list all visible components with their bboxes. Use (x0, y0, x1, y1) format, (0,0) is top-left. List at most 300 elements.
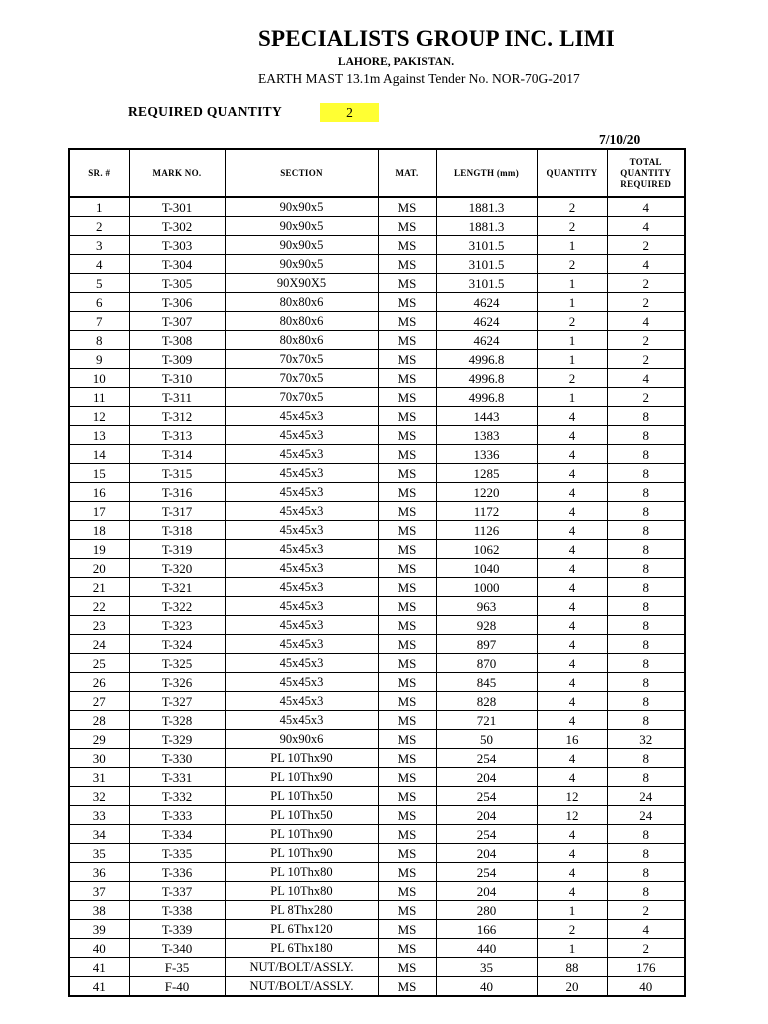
section-cell[interactable]: PL 10Thx90 (225, 844, 378, 863)
quantity-cell[interactable]: 2 (537, 920, 607, 939)
quantity-cell[interactable]: 16 (537, 730, 607, 749)
total-quantity-cell[interactable]: 8 (607, 692, 685, 711)
mark-no-cell[interactable]: T-309 (129, 350, 225, 369)
mark-no-cell[interactable]: T-332 (129, 787, 225, 806)
length-cell[interactable]: 204 (436, 844, 537, 863)
total-quantity-cell[interactable]: 2 (607, 274, 685, 293)
sr-cell[interactable]: 39 (69, 920, 129, 939)
mark-no-cell[interactable]: T-314 (129, 445, 225, 464)
quantity-cell[interactable]: 1 (537, 293, 607, 312)
total-quantity-cell[interactable]: 4 (607, 217, 685, 236)
total-quantity-cell[interactable]: 176 (607, 958, 685, 977)
section-cell[interactable]: NUT/BOLT/ASSLY. (225, 958, 378, 977)
sr-cell[interactable]: 38 (69, 901, 129, 920)
mark-no-cell[interactable]: T-301 (129, 197, 225, 217)
length-cell[interactable]: 928 (436, 616, 537, 635)
section-cell[interactable]: PL 6Thx180 (225, 939, 378, 958)
quantity-cell[interactable]: 2 (537, 255, 607, 274)
section-cell[interactable]: PL 6Thx120 (225, 920, 378, 939)
total-quantity-cell[interactable]: 8 (607, 464, 685, 483)
length-cell[interactable]: 40 (436, 977, 537, 997)
section-cell[interactable]: PL 8Thx280 (225, 901, 378, 920)
section-cell[interactable]: 45x45x3 (225, 521, 378, 540)
mark-no-cell[interactable]: T-302 (129, 217, 225, 236)
material-cell[interactable]: MS (378, 654, 436, 673)
mark-no-cell[interactable]: F-40 (129, 977, 225, 997)
length-cell[interactable]: 4624 (436, 331, 537, 350)
mark-no-cell[interactable]: T-320 (129, 559, 225, 578)
material-cell[interactable]: MS (378, 901, 436, 920)
sr-cell[interactable]: 10 (69, 369, 129, 388)
total-quantity-cell[interactable]: 8 (607, 407, 685, 426)
sr-cell[interactable]: 14 (69, 445, 129, 464)
length-cell[interactable]: 4996.8 (436, 369, 537, 388)
material-cell[interactable]: MS (378, 407, 436, 426)
sr-cell[interactable]: 28 (69, 711, 129, 730)
sr-cell[interactable]: 35 (69, 844, 129, 863)
length-cell[interactable]: 254 (436, 749, 537, 768)
total-quantity-cell[interactable]: 2 (607, 901, 685, 920)
quantity-cell[interactable]: 4 (537, 882, 607, 901)
length-cell[interactable]: 4996.8 (436, 388, 537, 407)
total-quantity-cell[interactable]: 8 (607, 673, 685, 692)
total-quantity-cell[interactable]: 2 (607, 236, 685, 255)
material-cell[interactable]: MS (378, 939, 436, 958)
mark-no-cell[interactable]: T-327 (129, 692, 225, 711)
sr-cell[interactable]: 22 (69, 597, 129, 616)
quantity-cell[interactable]: 4 (537, 711, 607, 730)
sr-cell[interactable]: 31 (69, 768, 129, 787)
mark-no-cell[interactable]: T-317 (129, 502, 225, 521)
section-cell[interactable]: 45x45x3 (225, 597, 378, 616)
total-quantity-cell[interactable]: 8 (607, 578, 685, 597)
sr-cell[interactable]: 34 (69, 825, 129, 844)
sr-cell[interactable]: 6 (69, 293, 129, 312)
quantity-cell[interactable]: 12 (537, 787, 607, 806)
total-quantity-cell[interactable]: 2 (607, 939, 685, 958)
section-cell[interactable]: PL 10Thx90 (225, 749, 378, 768)
section-cell[interactable]: 45x45x3 (225, 502, 378, 521)
sr-cell[interactable]: 1 (69, 197, 129, 217)
material-cell[interactable]: MS (378, 711, 436, 730)
material-cell[interactable]: MS (378, 882, 436, 901)
length-cell[interactable]: 204 (436, 806, 537, 825)
sr-cell[interactable]: 24 (69, 635, 129, 654)
quantity-cell[interactable]: 4 (537, 692, 607, 711)
section-cell[interactable]: PL 10Thx80 (225, 882, 378, 901)
sr-cell[interactable]: 36 (69, 863, 129, 882)
length-cell[interactable]: 1220 (436, 483, 537, 502)
length-cell[interactable]: 4624 (436, 293, 537, 312)
mark-no-cell[interactable]: T-336 (129, 863, 225, 882)
length-cell[interactable]: 1062 (436, 540, 537, 559)
total-quantity-cell[interactable]: 32 (607, 730, 685, 749)
length-cell[interactable]: 1336 (436, 445, 537, 464)
section-cell[interactable]: 70x70x5 (225, 350, 378, 369)
quantity-cell[interactable]: 4 (537, 863, 607, 882)
length-cell[interactable]: 845 (436, 673, 537, 692)
quantity-cell[interactable]: 4 (537, 559, 607, 578)
material-cell[interactable]: MS (378, 464, 436, 483)
total-quantity-cell[interactable]: 8 (607, 635, 685, 654)
sr-cell[interactable]: 32 (69, 787, 129, 806)
quantity-cell[interactable]: 1 (537, 331, 607, 350)
sr-cell[interactable]: 12 (69, 407, 129, 426)
quantity-cell[interactable]: 4 (537, 844, 607, 863)
total-quantity-cell[interactable]: 4 (607, 920, 685, 939)
table-row (69, 388, 685, 407)
length-cell[interactable]: 254 (436, 863, 537, 882)
length-cell[interactable]: 828 (436, 692, 537, 711)
material-cell[interactable]: MS (378, 749, 436, 768)
section-cell[interactable]: PL 10Thx80 (225, 863, 378, 882)
quantity-cell[interactable]: 88 (537, 958, 607, 977)
quantity-cell[interactable]: 4 (537, 407, 607, 426)
length-cell[interactable]: 4624 (436, 312, 537, 331)
mark-no-cell[interactable]: T-304 (129, 255, 225, 274)
material-cell[interactable]: MS (378, 369, 436, 388)
section-cell[interactable]: 45x45x3 (225, 483, 378, 502)
length-cell[interactable]: 1383 (436, 426, 537, 445)
length-cell[interactable]: 1172 (436, 502, 537, 521)
material-cell[interactable]: MS (378, 863, 436, 882)
mark-no-cell[interactable]: T-319 (129, 540, 225, 559)
sr-cell[interactable]: 3 (69, 236, 129, 255)
material-cell[interactable]: MS (378, 426, 436, 445)
sr-cell[interactable]: 41 (69, 977, 129, 997)
total-quantity-cell[interactable]: 4 (607, 197, 685, 217)
length-cell[interactable]: 3101.5 (436, 255, 537, 274)
mark-no-cell[interactable]: T-338 (129, 901, 225, 920)
mark-no-cell[interactable]: T-318 (129, 521, 225, 540)
material-cell[interactable]: MS (378, 331, 436, 350)
material-cell[interactable]: MS (378, 255, 436, 274)
total-quantity-cell[interactable]: 24 (607, 806, 685, 825)
sr-cell[interactable]: 33 (69, 806, 129, 825)
material-cell[interactable]: MS (378, 540, 436, 559)
section-cell[interactable]: PL 10Thx50 (225, 806, 378, 825)
quantity-cell[interactable]: 1 (537, 350, 607, 369)
total-quantity-cell[interactable]: 4 (607, 369, 685, 388)
sr-cell[interactable]: 19 (69, 540, 129, 559)
total-quantity-cell[interactable]: 8 (607, 825, 685, 844)
total-quantity-cell[interactable]: 8 (607, 559, 685, 578)
sr-cell[interactable]: 29 (69, 730, 129, 749)
sr-cell[interactable]: 21 (69, 578, 129, 597)
length-cell[interactable]: 1881.3 (436, 197, 537, 217)
length-cell[interactable]: 897 (436, 635, 537, 654)
mark-no-cell[interactable]: T-328 (129, 711, 225, 730)
quantity-cell[interactable]: 1 (537, 236, 607, 255)
total-quantity-cell[interactable]: 2 (607, 293, 685, 312)
mark-no-cell[interactable]: T-312 (129, 407, 225, 426)
mark-no-cell[interactable]: T-322 (129, 597, 225, 616)
total-quantity-cell[interactable]: 24 (607, 787, 685, 806)
mark-no-cell[interactable]: T-307 (129, 312, 225, 331)
section-cell[interactable]: 45x45x3 (225, 711, 378, 730)
quantity-cell[interactable]: 4 (537, 635, 607, 654)
material-cell[interactable]: MS (378, 958, 436, 977)
material-cell[interactable]: MS (378, 806, 436, 825)
length-cell[interactable]: 1040 (436, 559, 537, 578)
total-quantity-cell[interactable]: 8 (607, 749, 685, 768)
length-cell[interactable]: 870 (436, 654, 537, 673)
total-quantity-cell[interactable]: 8 (607, 654, 685, 673)
material-cell[interactable]: MS (378, 521, 436, 540)
total-quantity-cell[interactable]: 8 (607, 445, 685, 464)
quantity-cell[interactable]: 1 (537, 274, 607, 293)
section-cell[interactable]: 90x90x5 (225, 255, 378, 274)
mark-no-cell[interactable]: T-321 (129, 578, 225, 597)
quantity-cell[interactable]: 4 (537, 616, 607, 635)
section-cell[interactable]: 45x45x3 (225, 692, 378, 711)
length-cell[interactable]: 1126 (436, 521, 537, 540)
mark-no-cell[interactable]: T-305 (129, 274, 225, 293)
quantity-cell[interactable]: 4 (537, 578, 607, 597)
sr-cell[interactable]: 9 (69, 350, 129, 369)
material-cell[interactable]: MS (378, 217, 436, 236)
total-quantity-cell[interactable]: 8 (607, 597, 685, 616)
total-quantity-cell[interactable]: 8 (607, 540, 685, 559)
quantity-cell[interactable]: 4 (537, 445, 607, 464)
length-cell[interactable]: 3101.5 (436, 236, 537, 255)
section-cell[interactable]: 90x90x6 (225, 730, 378, 749)
mark-no-cell[interactable]: T-316 (129, 483, 225, 502)
total-quantity-cell[interactable]: 4 (607, 312, 685, 331)
material-cell[interactable]: MS (378, 597, 436, 616)
sr-cell[interactable]: 18 (69, 521, 129, 540)
material-cell[interactable]: MS (378, 825, 436, 844)
material-cell[interactable]: MS (378, 673, 436, 692)
mark-no-cell[interactable]: T-303 (129, 236, 225, 255)
section-cell[interactable]: 90x90x5 (225, 217, 378, 236)
section-cell[interactable]: 45x45x3 (225, 445, 378, 464)
quantity-cell[interactable]: 4 (537, 749, 607, 768)
quantity-cell[interactable]: 4 (537, 521, 607, 540)
table-row (69, 255, 685, 274)
sr-cell[interactable]: 30 (69, 749, 129, 768)
spreadsheet-area (68, 148, 672, 996)
length-cell[interactable]: 35 (436, 958, 537, 977)
section-cell[interactable]: 45x45x3 (225, 654, 378, 673)
total-quantity-cell[interactable]: 8 (607, 882, 685, 901)
mark-no-cell[interactable]: T-325 (129, 654, 225, 673)
mark-no-cell[interactable]: T-335 (129, 844, 225, 863)
sr-cell[interactable]: 37 (69, 882, 129, 901)
section-cell[interactable]: PL 10Thx90 (225, 825, 378, 844)
sr-cell[interactable]: 41 (69, 958, 129, 977)
mark-no-cell[interactable]: T-313 (129, 426, 225, 445)
material-cell[interactable]: MS (378, 616, 436, 635)
length-cell[interactable]: 166 (436, 920, 537, 939)
mark-no-cell[interactable]: T-324 (129, 635, 225, 654)
mark-no-cell[interactable]: T-333 (129, 806, 225, 825)
quantity-cell[interactable]: 4 (537, 502, 607, 521)
mark-no-cell[interactable]: F-35 (129, 958, 225, 977)
material-cell[interactable]: MS (378, 692, 436, 711)
sr-cell[interactable]: 27 (69, 692, 129, 711)
mark-no-cell[interactable]: T-315 (129, 464, 225, 483)
length-cell[interactable]: 50 (436, 730, 537, 749)
length-cell[interactable]: 280 (436, 901, 537, 920)
quantity-cell[interactable]: 12 (537, 806, 607, 825)
mark-no-cell[interactable]: T-308 (129, 331, 225, 350)
material-cell[interactable]: MS (378, 635, 436, 654)
section-cell[interactable]: NUT/BOLT/ASSLY. (225, 977, 378, 997)
quantity-cell[interactable]: 1 (537, 388, 607, 407)
material-cell[interactable]: MS (378, 578, 436, 597)
section-cell[interactable]: 90x90x5 (225, 236, 378, 255)
length-cell[interactable]: 721 (436, 711, 537, 730)
length-cell[interactable]: 963 (436, 597, 537, 616)
sr-cell[interactable]: 11 (69, 388, 129, 407)
material-cell[interactable]: MS (378, 844, 436, 863)
quantity-cell[interactable]: 4 (537, 464, 607, 483)
section-cell[interactable]: 45x45x3 (225, 540, 378, 559)
section-cell[interactable]: PL 10Thx90 (225, 768, 378, 787)
table-row (69, 844, 685, 863)
quantity-cell[interactable]: 4 (537, 825, 607, 844)
required-quantity-cell[interactable]: 2 (320, 103, 379, 122)
material-cell[interactable]: MS (378, 730, 436, 749)
quantity-cell[interactable]: 4 (537, 768, 607, 787)
mark-no-cell[interactable]: T-331 (129, 768, 225, 787)
total-quantity-cell[interactable]: 8 (607, 426, 685, 445)
total-quantity-cell[interactable]: 40 (607, 977, 685, 997)
quantity-cell[interactable]: 20 (537, 977, 607, 997)
length-cell[interactable]: 254 (436, 787, 537, 806)
sr-cell[interactable]: 23 (69, 616, 129, 635)
mark-no-cell[interactable]: T-311 (129, 388, 225, 407)
total-quantity-cell[interactable]: 2 (607, 331, 685, 350)
material-cell[interactable]: MS (378, 559, 436, 578)
section-cell[interactable]: 70x70x5 (225, 369, 378, 388)
quantity-cell[interactable]: 4 (537, 540, 607, 559)
sr-cell[interactable]: 13 (69, 426, 129, 445)
sr-cell[interactable]: 2 (69, 217, 129, 236)
total-quantity-cell[interactable]: 8 (607, 616, 685, 635)
total-quantity-cell[interactable]: 2 (607, 350, 685, 369)
mark-no-cell[interactable]: T-323 (129, 616, 225, 635)
quantity-cell[interactable]: 2 (537, 369, 607, 388)
sr-cell[interactable]: 8 (69, 331, 129, 350)
total-quantity-cell[interactable]: 8 (607, 844, 685, 863)
total-quantity-cell[interactable]: 8 (607, 863, 685, 882)
table-row (69, 369, 685, 388)
mark-no-cell[interactable]: T-330 (129, 749, 225, 768)
material-cell[interactable]: MS (378, 977, 436, 997)
quantity-cell[interactable]: 1 (537, 939, 607, 958)
material-cell[interactable]: MS (378, 312, 436, 331)
length-cell[interactable]: 204 (436, 882, 537, 901)
section-cell[interactable]: 80x80x6 (225, 293, 378, 312)
length-cell[interactable]: 3101.5 (436, 274, 537, 293)
section-cell[interactable]: 90X90X5 (225, 274, 378, 293)
total-quantity-cell[interactable]: 8 (607, 711, 685, 730)
section-cell[interactable]: 45x45x3 (225, 559, 378, 578)
total-quantity-cell[interactable]: 4 (607, 255, 685, 274)
sr-cell[interactable]: 20 (69, 559, 129, 578)
material-cell[interactable]: MS (378, 197, 436, 217)
material-cell[interactable]: MS (378, 920, 436, 939)
length-cell[interactable]: 1000 (436, 578, 537, 597)
quantity-cell[interactable]: 2 (537, 197, 607, 217)
section-cell[interactable]: 45x45x3 (225, 426, 378, 445)
length-cell[interactable]: 1285 (436, 464, 537, 483)
quantity-cell[interactable]: 4 (537, 673, 607, 692)
length-cell[interactable]: 1443 (436, 407, 537, 426)
mark-no-cell[interactable]: T-334 (129, 825, 225, 844)
quantity-cell[interactable]: 4 (537, 597, 607, 616)
material-cell[interactable]: MS (378, 445, 436, 464)
quantity-cell[interactable]: 2 (537, 217, 607, 236)
quantity-cell[interactable]: 1 (537, 901, 607, 920)
section-cell[interactable]: 45x45x3 (225, 673, 378, 692)
section-cell[interactable]: 80x80x6 (225, 312, 378, 331)
material-cell[interactable]: MS (378, 274, 436, 293)
section-cell[interactable]: 45x45x3 (225, 616, 378, 635)
sr-cell[interactable]: 25 (69, 654, 129, 673)
section-cell[interactable]: 45x45x3 (225, 578, 378, 597)
material-cell[interactable]: MS (378, 483, 436, 502)
material-cell[interactable]: MS (378, 768, 436, 787)
quantity-cell[interactable]: 4 (537, 426, 607, 445)
mark-no-cell[interactable]: T-329 (129, 730, 225, 749)
material-cell[interactable]: MS (378, 388, 436, 407)
sr-cell[interactable]: 5 (69, 274, 129, 293)
mark-no-cell[interactable]: T-310 (129, 369, 225, 388)
length-cell[interactable]: 254 (436, 825, 537, 844)
sr-cell[interactable]: 15 (69, 464, 129, 483)
length-cell[interactable]: 440 (436, 939, 537, 958)
section-cell[interactable]: 45x45x3 (225, 635, 378, 654)
length-cell[interactable]: 1881.3 (436, 217, 537, 236)
section-cell[interactable]: 70x70x5 (225, 388, 378, 407)
material-cell[interactable]: MS (378, 502, 436, 521)
total-quantity-cell[interactable]: 8 (607, 483, 685, 502)
material-cell[interactable]: MS (378, 236, 436, 255)
total-quantity-cell[interactable]: 8 (607, 521, 685, 540)
section-cell[interactable]: 45x45x3 (225, 407, 378, 426)
sr-cell[interactable]: 7 (69, 312, 129, 331)
section-cell[interactable]: 45x45x3 (225, 464, 378, 483)
mark-no-cell[interactable]: T-306 (129, 293, 225, 312)
mark-no-cell[interactable]: T-337 (129, 882, 225, 901)
section-cell[interactable]: 90x90x5 (225, 197, 378, 217)
length-cell[interactable]: 204 (436, 768, 537, 787)
quantity-cell[interactable]: 4 (537, 654, 607, 673)
sr-cell[interactable]: 4 (69, 255, 129, 274)
sr-cell[interactable]: 17 (69, 502, 129, 521)
material-cell[interactable]: MS (378, 293, 436, 312)
total-quantity-cell[interactable]: 2 (607, 388, 685, 407)
sr-cell[interactable]: 16 (69, 483, 129, 502)
section-cell[interactable]: 80x80x6 (225, 331, 378, 350)
section-cell[interactable]: PL 10Thx50 (225, 787, 378, 806)
quantity-cell[interactable]: 4 (537, 483, 607, 502)
mark-no-cell[interactable]: T-340 (129, 939, 225, 958)
material-cell[interactable]: MS (378, 787, 436, 806)
material-cell[interactable]: MS (378, 350, 436, 369)
sr-cell[interactable]: 40 (69, 939, 129, 958)
total-quantity-cell[interactable]: 8 (607, 768, 685, 787)
sr-cell[interactable]: 26 (69, 673, 129, 692)
quantity-cell[interactable]: 2 (537, 312, 607, 331)
total-quantity-cell[interactable]: 8 (607, 502, 685, 521)
mark-no-cell[interactable]: T-339 (129, 920, 225, 939)
mark-no-cell[interactable]: T-326 (129, 673, 225, 692)
length-cell[interactable]: 4996.8 (436, 350, 537, 369)
